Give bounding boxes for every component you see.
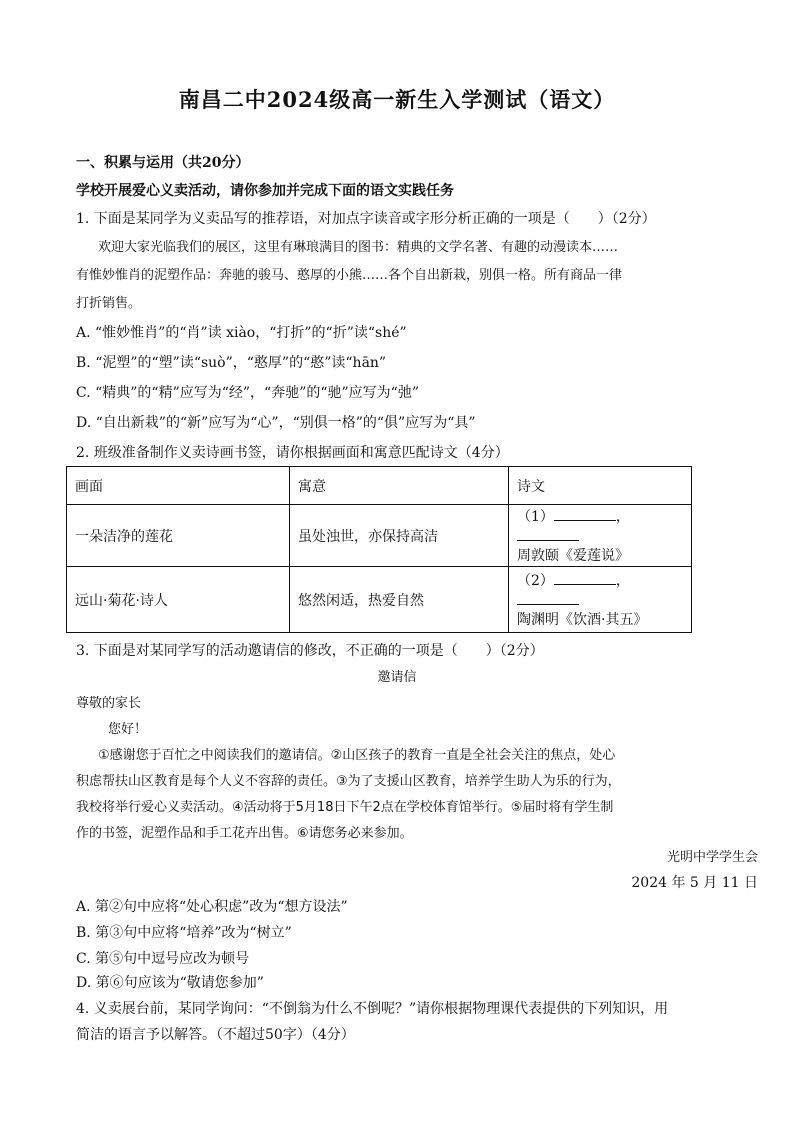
- q1-option-d: D. “自出新栽”的“新”应写为“心”，“别俱一格”的“俱”应写为“具”: [76, 415, 476, 431]
- header-cell: 寓意: [290, 467, 509, 505]
- letter-body-line: ①感谢您于百忙之中阅读我们的邀请信。②山区孩子的教育一直是全社会关注的焦点，处心: [98, 748, 616, 763]
- letter-signature: 光明中学学生会: [666, 850, 758, 865]
- picture-cell: 远山·菊花·诗人: [67, 567, 290, 633]
- header-cell: 画面: [67, 467, 290, 505]
- q2-stem: 2. 班级准备制作义卖诗画书签，请你根据画面和寓意匹配诗文（4分）: [76, 445, 509, 461]
- verse-source: 周敦颐《爱莲说》: [517, 548, 629, 564]
- verse-source: 陶渊明《饮酒·其五》: [517, 612, 648, 628]
- verse-blank-line: [517, 506, 683, 545]
- q3-option-d: D. 第⑥句应该为“敬请您参加”: [76, 975, 264, 991]
- q1-passage-line: 有惟妙惟肖的泥塑作品：奔驰的骏马、憨厚的小熊……各个自出新栽，别俱一格。所有商品一律: [76, 268, 623, 283]
- q3-stem: 3. 下面是对某同学写的活动邀请信的修改，不正确的一项是（ ）（2分）: [76, 643, 544, 659]
- q1-passage-line: 欢迎大家光临我们的展区，这里有琳琅满目的图书：精典的文学名著、有趣的动漫读本……: [98, 240, 619, 255]
- meaning-cell: 悠然闲适，热爱自然: [290, 567, 509, 633]
- verse-number: （2）: [517, 573, 554, 589]
- verse-cell: [509, 567, 692, 633]
- q4-stem-line: 简洁的语言予以解答。（不超过50字）（4分）: [76, 1027, 355, 1043]
- letter-title: 邀请信: [377, 670, 417, 685]
- picture-cell: 一朵洁净的莲花: [67, 505, 290, 567]
- verse-separator: ，: [615, 573, 630, 589]
- q3-option-a: A. 第②句中应将“处心积虑”改为“想方设法”: [76, 899, 348, 915]
- q1-option-a: A. “惟妙惟肖”的“肖”读 xiào，“打折”的“折”读“shé”: [76, 325, 407, 341]
- letter-body-line: 积虑帮扶山区教育是每个人义不容辞的责任。③为了支援山区教育，培养学生助人为乐的行为，: [76, 774, 621, 789]
- table-row: [67, 567, 692, 633]
- answer-blank[interactable]: [554, 570, 616, 585]
- answer-blank[interactable]: [554, 506, 616, 521]
- q1-option-c: C. “精典”的“精”应写为“经”，“奔驰”的“驰”应写为“弛”: [76, 385, 419, 401]
- q4-stem-line: 4. 义卖展台前，某同学询问：“不倒翁为什么不倒呢？”请你根据物理课代表提供的下列知识，用: [76, 1001, 669, 1017]
- answer-blank[interactable]: [517, 590, 579, 605]
- q1-stem: 1. 下面是某同学为义卖品写的推荐语，对加点字读音或字形分析正确的一项是（ ）（2分）: [76, 211, 656, 227]
- verse-number: （1）: [517, 509, 554, 525]
- letter-date: 2024 年 5 月 11 日: [631, 875, 758, 891]
- table-header-row: [67, 467, 692, 505]
- q3-option-c: C. 第⑤句中逗号应改为顿号: [76, 951, 250, 967]
- letter-body-line: 我校将举行爱心义卖活动。④活动将于5月18日下午2点在学校体育馆举行。⑤届时将有学生制: [76, 800, 614, 815]
- letter-body-line: 作的书签，泥塑作品和手工花卉出售。⑥请您务必来参加。: [76, 826, 413, 841]
- q1-passage-line: 打折销售。: [76, 296, 142, 311]
- table-row: [67, 505, 692, 567]
- verse-blank-line: [517, 570, 683, 609]
- letter-salutation: 尊敬的家长: [76, 696, 142, 711]
- q1-option-b: B. “泥塑”的“塑”读“suò”，“憨厚”的“憨”读“hān”: [76, 355, 387, 371]
- q3-option-b: B. 第③句中应将“培养”改为“树立”: [76, 925, 292, 941]
- letter-greeting: 您好！: [108, 722, 148, 737]
- section-heading: 一、积累与运用（共20分）: [76, 155, 250, 171]
- verse-separator: ，: [615, 509, 630, 525]
- q2-table: [66, 466, 692, 633]
- exam-title: 南昌二中2024级高一新生入学测试（语文）: [178, 87, 616, 112]
- answer-blank[interactable]: [517, 526, 579, 541]
- section-task: 学校开展爱心义卖活动，请你参加并完成下面的语文实践任务: [76, 183, 454, 199]
- header-cell: 诗文: [509, 467, 692, 505]
- verse-cell: [509, 505, 692, 567]
- meaning-cell: 虽处浊世，亦保持高洁: [290, 505, 509, 567]
